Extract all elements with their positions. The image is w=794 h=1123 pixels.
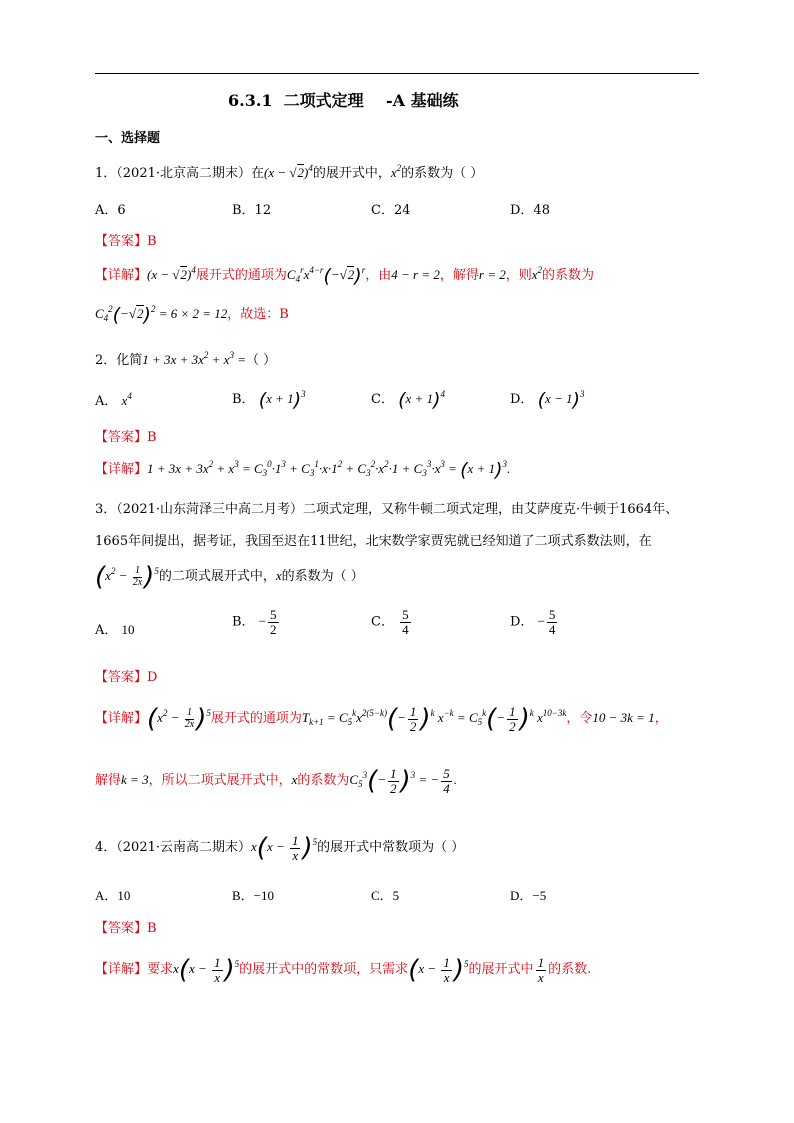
question-1-prefix: 1．（2021·北京高二期末）在 bbox=[95, 166, 264, 181]
question-2-option-a: A． $x^4$ bbox=[95, 391, 132, 409]
question-4-option-c: C．5 bbox=[371, 888, 400, 903]
question-2-option-b: B． $(x + 1)^3$ bbox=[232, 389, 306, 412]
question-1-stem bbox=[95, 162, 483, 181]
detail-text: ，由 bbox=[365, 268, 392, 283]
question-1-detail-2 bbox=[95, 303, 289, 326]
question-4-prefix: 4．（2021·云南高二期末） bbox=[95, 839, 251, 855]
detail-text: ，故选：B bbox=[227, 307, 289, 322]
math-expr: $(x - √2)^4$ bbox=[147, 265, 196, 282]
question-1-mid: 的展开式中， bbox=[312, 166, 391, 181]
detail-label: 【详解】 bbox=[95, 462, 148, 477]
question-3-stem-line-1: 3．（2021·山东菏泽三中高二月考）二项式定理，又称牛顿二项式定理，由艾萨度克·牛顿于1664年、 bbox=[95, 502, 679, 517]
math-expr: $C_4^2(-√2)^2 = 6 \times 2 = 12$ bbox=[95, 304, 228, 327]
section-heading: 一、选择题 bbox=[95, 131, 161, 146]
question-3-mid: 的二项式展开式中， bbox=[158, 568, 276, 584]
detail-text: 的展开式中 bbox=[468, 961, 534, 977]
question-3-answer: 【答案】D bbox=[95, 670, 158, 685]
detail-label: 【详解】 bbox=[95, 268, 148, 283]
detail-text: ，令 bbox=[566, 710, 593, 726]
math-expr: $T_{k+1} = C_5^kx^{2(5-k)}(-$ $\frac{1}{2}$ )$^k$ $x^{-k} = C_5^k(-$ $\frac{1}{2}$ )$^k$ $x^{10-3k}$ bbox=[301, 703, 567, 734]
math-expr: 10 − 3k = 1 bbox=[592, 709, 655, 725]
question-4-option-d: D．−5 bbox=[510, 888, 547, 903]
question-3-stem-line-2: 1665年间提出，据考证，我国至迟在11世纪，北宋数学家贾宪就已经知道了二项式系数法则，在 bbox=[95, 534, 652, 549]
math-expr: $x^2$ bbox=[531, 265, 543, 282]
detail-text: 的展开式中的常数项，只需求 bbox=[239, 961, 409, 977]
detail-text: 要求 bbox=[147, 961, 174, 977]
question-2-suffix: （ ） bbox=[245, 353, 277, 368]
detail-text: 展开式的通项为 bbox=[210, 710, 302, 726]
math-expr: $x^2$ bbox=[390, 163, 402, 180]
question-3-option-a: A． 10 bbox=[95, 622, 135, 638]
math-expr: x bbox=[275, 567, 282, 583]
question-1-suffix: 的系数为（ ） bbox=[401, 166, 484, 181]
math-expr: x bbox=[291, 771, 298, 787]
math-expr: $(x - √2)^4$ bbox=[264, 163, 313, 180]
question-1-option-d: D．48 bbox=[510, 203, 550, 218]
math-expr: $\frac{1}{x}$ bbox=[537, 954, 545, 985]
question-3-option-b: B． − $\frac{5}{2}$ bbox=[232, 607, 277, 637]
detail-label: 【详解】 bbox=[95, 710, 148, 726]
math-expr: ($x^2$ − $\frac{1}{2x}$ )$^5$ bbox=[95, 562, 159, 592]
question-3-stem-line-3 bbox=[95, 562, 364, 592]
question-1-answer: 【答案】B bbox=[95, 234, 157, 249]
question-4-stem bbox=[95, 833, 464, 863]
question-4-answer: 【答案】B bbox=[95, 921, 157, 936]
math-expr: x(x − $\frac{1}{x}$ )$^5$ bbox=[251, 832, 318, 863]
math-expr: k = 3 bbox=[121, 771, 149, 787]
math-expr: x(x − $\frac{1}{x}$ )$^5$ bbox=[173, 954, 240, 985]
question-4-option-a: A．10 bbox=[95, 888, 131, 903]
question-3-suffix: 的系数为（ ） bbox=[281, 568, 364, 584]
page-title: 6.3.1 二项式定理 -A 基础练 bbox=[228, 91, 459, 110]
detail-text: 的系数. bbox=[548, 961, 592, 977]
detail-text: 展开式的通项为 bbox=[195, 268, 287, 283]
detail-label: 【详解】 bbox=[95, 961, 148, 977]
question-1-detail bbox=[95, 264, 594, 287]
math-expr: $C_5^3(-$ $\frac{1}{2}$ )$^3$ = − $\frac{5}{4}$ . bbox=[349, 765, 457, 796]
question-3-detail-2 bbox=[95, 766, 457, 796]
question-3-option-d: D． − $\frac{5}{4}$ bbox=[510, 607, 556, 637]
math-expr: r = 2 bbox=[478, 267, 506, 282]
question-1-option-c: C．24 bbox=[371, 203, 411, 218]
question-2-answer: 【答案】B bbox=[95, 430, 157, 445]
question-3-option-c: C． $\frac{5}{4}$ bbox=[371, 607, 409, 637]
detail-text: ，解得 bbox=[439, 268, 479, 283]
question-3-detail: 【详解】($x^2$ − $\frac{1}{2x}$ )$^5$展开式的通项为$T_{k+1} = C_5^kx^{2(5-k)}(-$ $\frac{1}{2}$ )$^k$ $x^{-k} = C_5^k(-$ $\frac{1}{2}$ )$^k$ $x^{10-3k}$，令10 − 3k = 1， bbox=[95, 703, 668, 734]
question-2-stem bbox=[95, 349, 276, 368]
math-expr: (x − $\frac{1}{x}$ )$^5$ bbox=[408, 954, 469, 985]
math-expr: $1 + 3x + 3x^2 + x^3 = C_3^0\cdot 1^3 + C_3^1\cdot x\cdot 1^2 + C_3^2\cdot x^2\cdot 1 + C_3^3\cdot x^3 = (x + 1)^3$. bbox=[147, 459, 511, 482]
question-4-option-b: B．−10 bbox=[232, 888, 275, 903]
math-expr: $1 + 3x + 3x^2 + x^3$ = bbox=[142, 350, 246, 367]
math-expr: ($x^2$ − $\frac{1}{2x}$ )$^5$ bbox=[147, 704, 211, 734]
question-1-option-a: A．6 bbox=[95, 203, 126, 218]
question-4-suffix: 的展开式中常数项为（ ） bbox=[317, 839, 465, 855]
question-2-option-d: D． $(x - 1)^3$ bbox=[510, 389, 585, 412]
header-rule bbox=[95, 73, 699, 74]
question-4-detail bbox=[95, 955, 591, 985]
detail-text: 的系数为 bbox=[542, 268, 595, 283]
question-2-prefix: 2．化简 bbox=[95, 353, 143, 368]
question-2-option-c: C． $(x + 1)^4$ bbox=[371, 389, 445, 412]
math-expr: 4 − r = 2 bbox=[391, 267, 440, 282]
detail-text: 的系数为 bbox=[297, 772, 350, 788]
math-expr: $C_4^rx^{4-r}(-√2)^r$ bbox=[286, 265, 366, 288]
detail-text: ，则 bbox=[505, 268, 532, 283]
detail-text: ，所以二项式展开式中， bbox=[148, 772, 292, 788]
detail-text: 解得 bbox=[95, 772, 122, 788]
question-1-option-b: B．12 bbox=[232, 203, 272, 218]
question-2-detail bbox=[95, 458, 510, 481]
